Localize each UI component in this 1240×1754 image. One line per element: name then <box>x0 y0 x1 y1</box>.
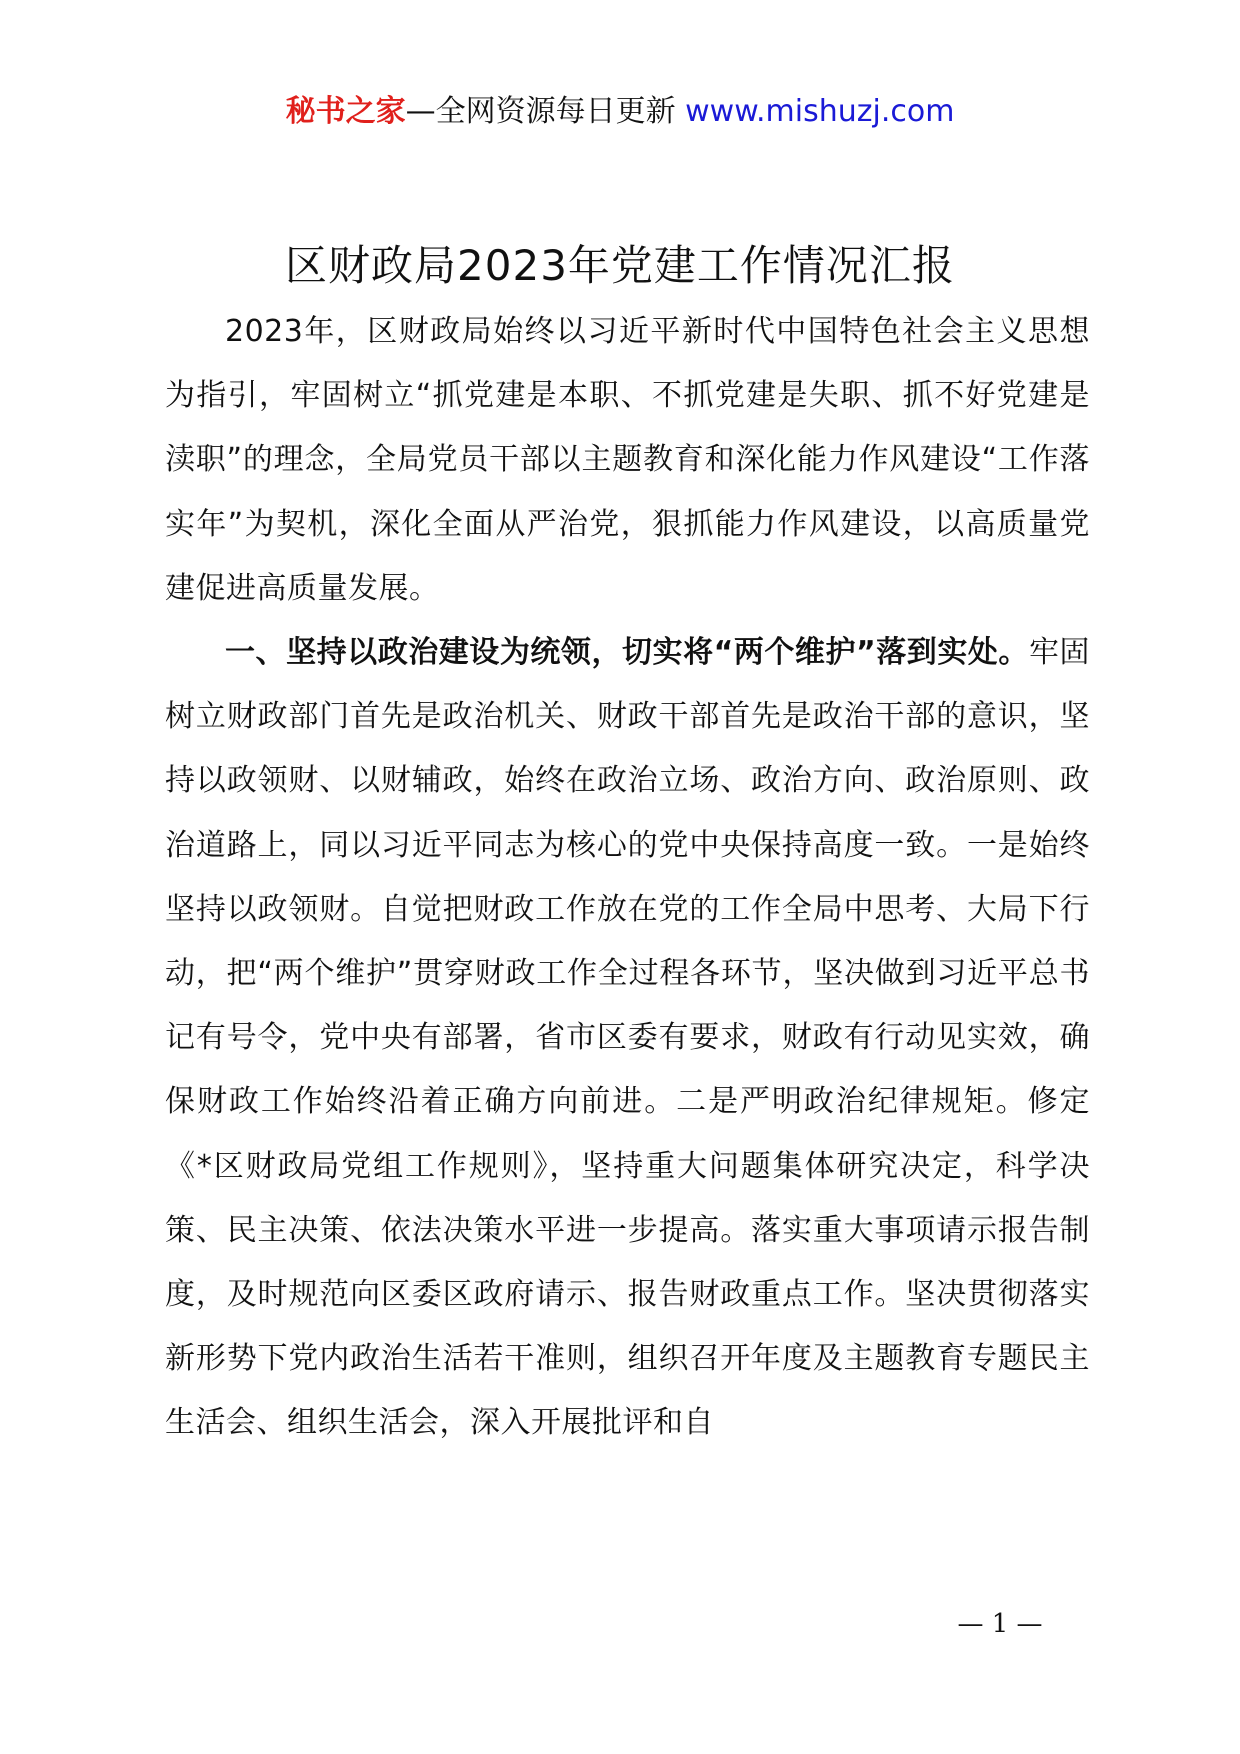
page-number: — 1 — <box>957 1609 1043 1639</box>
site-watermark-header <box>0 92 1240 132</box>
watermark-tagline: —全网资源每日更新 <box>405 94 676 129</box>
watermark-url: www.mishuzj.com <box>685 94 955 129</box>
section-one-body: 牢固树立财政部门首先是政治机关、财政干部首先是政治干部的意识，坚持以政领财、以财辅政，始终在政治立场、政治方向、政治原则、政治道路上，同以习近平同志为核心的党中央保持高度一致。一是始终坚持以政领财。自觉把财政工作放在党的工作全局中思考、大局下行动，把“两个维护”贯穿财政工作全过程各环节，坚决做到习近平总书记有号令，党中央有部署，省市区委有要求，财政有行动见实效，确保财政工作始终沿着正确方向前进。二是严明政治纪律规矩。修定《*区财政局党组工作规则》，坚持重大问题集体研究决定，科学决策、民主决策、依法决策水平进一步提高。落实重大事项请示报告制度，及时规范向区委区政府请示、报告财政重点工作。坚决贯彻落实新形势下党内政治生活若干准则，组织召开年度及主题教育专题民主生活会、组织生活会，深入开展批评和自 <box>165 635 1091 1441</box>
document-title: 区财政局2023年党建工作情况汇报 <box>285 241 955 290</box>
section-one-heading: 一、坚持以政治建设为统领，切实将“两个维护”落到实处。 <box>225 635 1029 671</box>
document-body <box>165 300 1090 1456</box>
watermark-brand: 秘书之家 <box>285 94 406 129</box>
section-one-paragraph <box>165 621 1090 1456</box>
intro-paragraph: 2023年，区财政局始终以习近平新时代中国特色社会主义思想为指引，牢固树立“抓党建是本职、不抓党建是失职、抓不好党建是渎职”的理念，全局党员干部以主题教育和深化能力作风建设“工作落实年”为契机，深化全面从严治党，狠抓能力作风建设，以高质量党建促进高质量发展。 <box>165 314 1090 606</box>
